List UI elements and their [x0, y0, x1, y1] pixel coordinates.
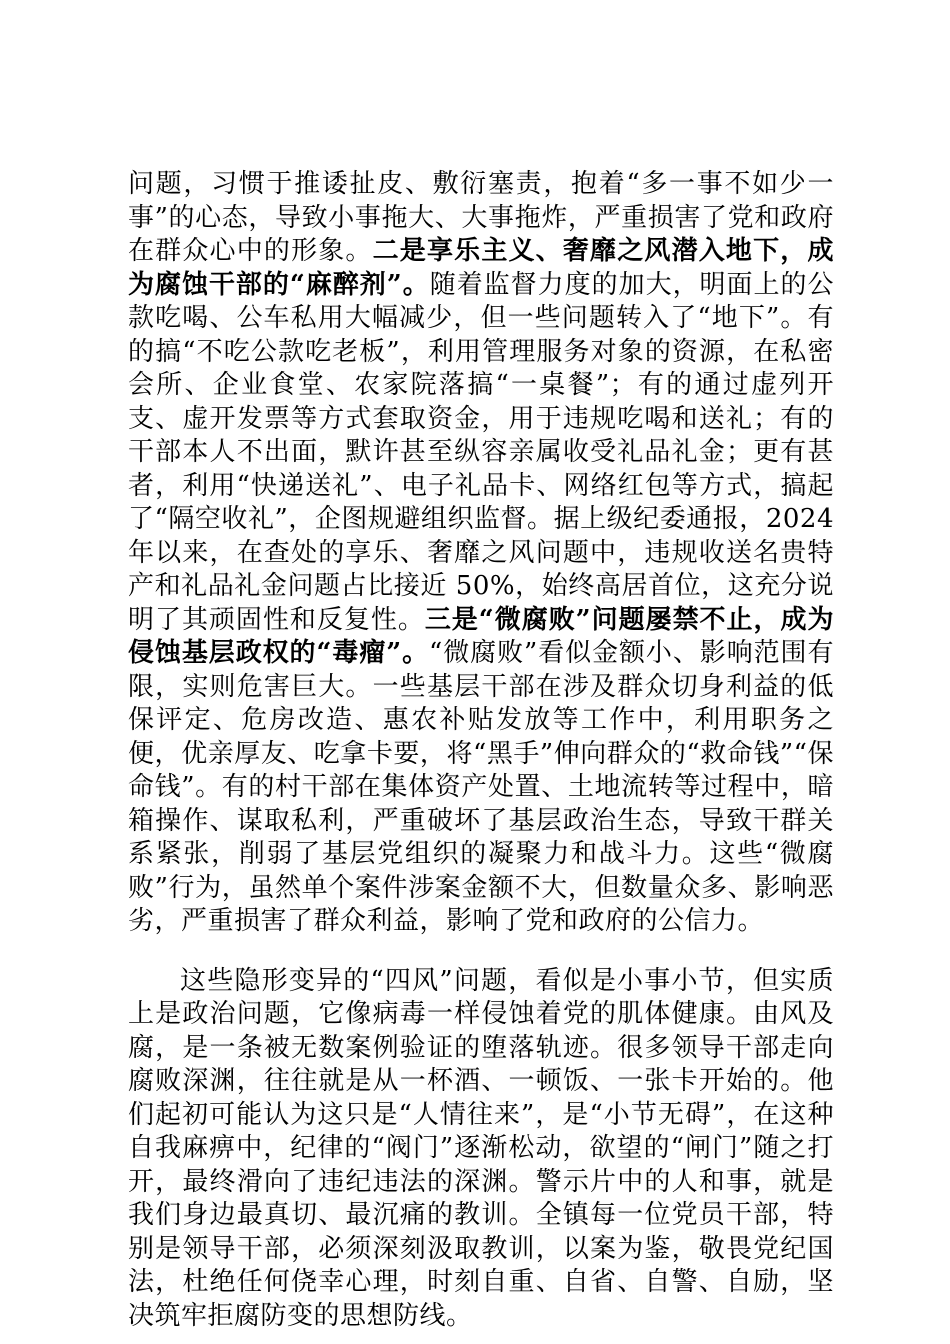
text-segment: 这些隐形变异的“四风”问题，看似是小事小节，但实质上是政治问题，它像病毒一样侵蚀着党的肌体健康。由风及腐，是一条被无数案例验证的堕落轨迹。很多领导干部走向腐败深渊，往往就是从一杯酒、一顿饭、一张卡开始的。他们起初可能认为这只是“人情往来”，是“小节无碍”，在这种自我麻痹中，纪律的“阀门”逐渐松动，欲望的“闸门”随之打开，最终滑向了违纪违法的深渊。警示片中的人和事，就是我们身边最真切、最沉痛的教训。全镇每一位党员干部，特别是领导干部，必须深刻汲取教训，以案为鉴，敬畏党纪国法，杜绝任何侥幸心理，时刻自重、自省、自警、自励，坚决筑牢拒腐防变的思想防线。	[128, 965, 834, 1331]
paragraph-1	[128, 168, 834, 939]
bold-heading-3: 三是“微腐败”问题屡禁不止，成为侵蚀基层政权的“毒瘤”。	[128, 604, 834, 668]
text-segment: 随着监督力度的加大，明面上的公款吃喝、公车私用大幅减少，但一些问题转入了“地下”。有的搞“不吃公款吃老板”，利用管理服务对象的资源，在私密会所、企业食堂、农家院落搞“一桌餐”；有的通过虚列开支、虚开发票等方式套取资金，用于违规吃喝和送礼；有的干部本人不出面，默许甚至纵容亲属收受礼品礼金；更有甚者，利用“快递送礼”、电子礼品卡、网络红包等方式，搞起了“隔空收礼”，企图规避组织监督。据上级纪委通报，2024 年以来，在查处的享乐、奢靡之风问题中，违规收送名贵特产和礼品礼金问题占比接近 50%，始终高居首位，这充分说明了其顽固性和反复性。	[128, 269, 834, 635]
bold-heading-2: 二是享乐主义、奢靡之风潜入地下，成为腐蚀干部的“麻醉剂”。	[128, 236, 834, 300]
text-segment: 问题，习惯于推诿扯皮、敷衍塞责，抱着“多一事不如少一事”的心态，导致小事拖大、大事拖炸，严重损害了党和政府在群众心中的形象。	[128, 169, 834, 266]
document-page	[128, 168, 834, 1333]
paragraph-2	[128, 965, 834, 1334]
text-segment: “微腐败”看似金额小、影响范围有限，实则危害巨大。一些基层干部在涉及群众切身利益的低保评定、危房改造、惠农补贴发放等工作中，利用职务之便，优亲厚友、吃拿卡要，将“黑手”伸向群众的“救命钱”“保命钱”。有的村干部在集体资产处置、土地流转等过程中，暗箱操作、谋取私利，严重破坏了基层政治生态，导致干群关系紧张，削弱了基层党组织的凝聚力和战斗力。这些“微腐败”行为，虽然单个案件涉案金额不大，但数量众多、影响恶劣，严重损害了群众利益，影响了党和政府的公信力。	[128, 638, 834, 936]
